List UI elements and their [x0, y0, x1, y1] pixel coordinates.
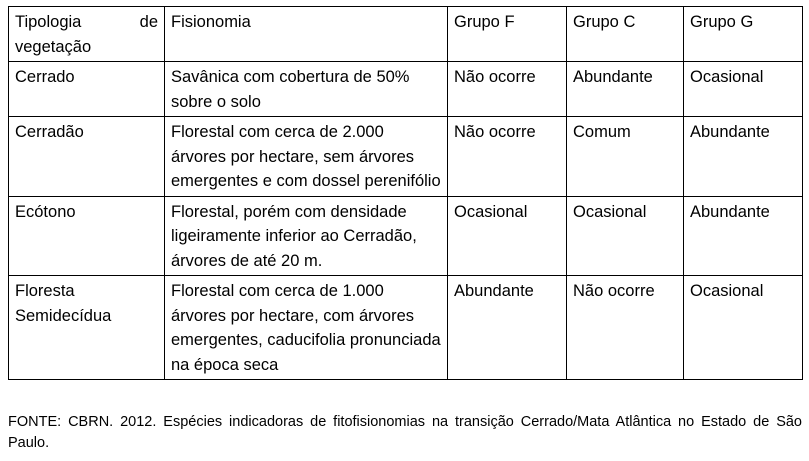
header-tipologia	[9, 7, 165, 62]
table-row	[9, 62, 803, 117]
cell-grupo-f: Ocasional	[448, 196, 567, 276]
cell-grupo-g: Abundante	[684, 196, 803, 276]
cell-tipologia-line2: Semidecídua	[15, 306, 112, 325]
header-fisionomia: Fisionomia	[165, 7, 448, 62]
header-grupo-c: Grupo C	[567, 7, 684, 62]
header-grupo-g: Grupo G	[684, 7, 803, 62]
cell-grupo-g: Abundante	[684, 117, 803, 197]
cell-grupo-c: Abundante	[567, 62, 684, 117]
cell-grupo-g: Ocasional	[684, 276, 803, 380]
cell-tipologia: Cerradão	[9, 117, 165, 197]
header-tipologia-word3: vegetação	[15, 37, 92, 56]
cell-fisionomia: Florestal com cerca de 2.000 árvores por hectare, sem árvores emergentes e com dossel perenifólio	[165, 117, 448, 197]
cell-grupo-f: Não ocorre	[448, 117, 567, 197]
cell-tipologia-line1: Floresta	[15, 282, 75, 300]
cell-tipologia: Ecótono	[9, 196, 165, 276]
header-tipologia-word2: de	[139, 13, 158, 31]
cell-fisionomia: Florestal com cerca de 1.000 árvores por hectare, com árvores emergentes, caducifolia pronunciada na época seca	[165, 276, 448, 380]
header-grupo-f: Grupo F	[448, 7, 567, 62]
cell-fisionomia: Florestal, porém com densidade ligeiramente inferior ao Cerradão, árvores de até 20 m.	[165, 196, 448, 276]
cell-grupo-f: Não ocorre	[448, 62, 567, 117]
table-row	[9, 196, 803, 276]
header-tipologia-word1: Tipologia	[15, 13, 82, 31]
table-row	[9, 276, 803, 380]
cell-fisionomia: Savânica com cobertura de 50% sobre o solo	[165, 62, 448, 117]
cell-grupo-c: Ocasional	[567, 196, 684, 276]
source-caption: FONTE: CBRN. 2012. Espécies indicadoras de fitofisionomias na transição Cerrado/Mata Atlântica no Estado de São Paulo.	[8, 414, 802, 451]
cell-grupo-c: Não ocorre	[567, 276, 684, 380]
vegetation-table	[8, 6, 803, 380]
cell-grupo-f: Abundante	[448, 276, 567, 380]
cell-tipologia	[9, 276, 165, 380]
cell-grupo-c: Comum	[567, 117, 684, 197]
table-row	[9, 117, 803, 197]
table-header-row	[9, 7, 803, 62]
cell-tipologia: Cerrado	[9, 62, 165, 117]
cell-grupo-g: Ocasional	[684, 62, 803, 117]
